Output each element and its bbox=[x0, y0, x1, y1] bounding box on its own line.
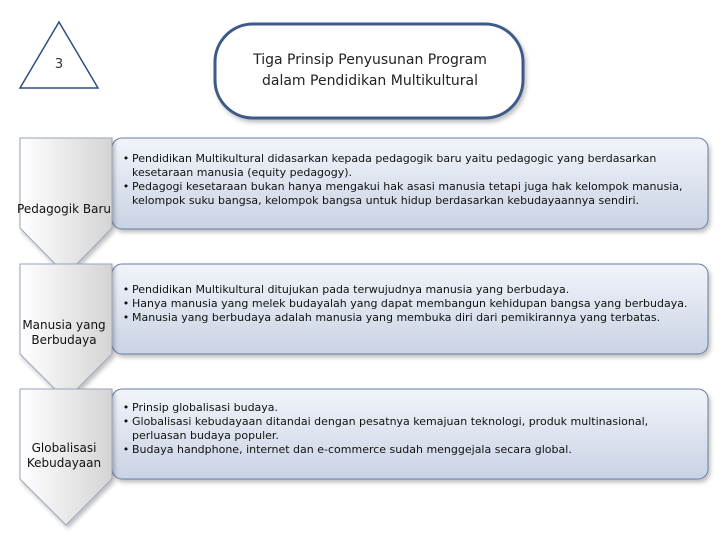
row-2-label: Manusia yang Berbudaya bbox=[22, 318, 106, 347]
row-2-text bbox=[120, 283, 705, 325]
bullet-item: • Pendidikan Multikultural ditujukan pada terwujudnya manusia yang berbudaya. bbox=[122, 283, 570, 296]
slide-number-triangle bbox=[20, 22, 98, 88]
bullet-item: • Hanya manusia yang melek budayalah yang dapat membangun kehidupan bangsa yang berbudaya. bbox=[122, 297, 688, 310]
page-title bbox=[220, 28, 520, 114]
bullet-item: • Pedagogi kesetaraan bukan hanya mengakui hak asasi manusia tetapi juga hak kelompok manusia, kelompok suku bangsa, kelompok bangsa untuk hidup berdasarkan kebudayaannya sendiri. bbox=[122, 180, 683, 207]
title-line-1: Tiga Prinsip Penyusunan Program bbox=[253, 52, 487, 68]
bullet-item: • Manusia yang berbudaya adalah manusia yang membuka diri dari pemikirannya yang terbatas. bbox=[122, 311, 661, 324]
row-3-text bbox=[120, 401, 705, 457]
row-1-label: Pedagogik Baru bbox=[17, 202, 111, 216]
bullet-item: • Globalisasi kebudayaan ditandai dengan pesatnya kemajuan teknologi, produk multinasional, perluasan budaya populer. bbox=[122, 415, 649, 442]
bullet-item: • Prinsip globalisasi budaya. bbox=[122, 401, 279, 414]
slide-number: 3 bbox=[54, 57, 64, 72]
title-line-2: dalam Pendidikan Multikultural bbox=[261, 73, 478, 89]
bullet-item: • Budaya handphone, internet dan e-commerce sudah menggejala secara global. bbox=[122, 443, 572, 456]
row-1-text bbox=[120, 152, 705, 208]
row-3-label: Globalisasi Kebudayaan bbox=[26, 441, 102, 470]
bullet-item: • Pendidikan Multikultural didasarkan kepada pedagogik baru yaitu pedagogic yang berdasarkan kesetaraan manusia (equity pedagogy). bbox=[122, 152, 657, 179]
